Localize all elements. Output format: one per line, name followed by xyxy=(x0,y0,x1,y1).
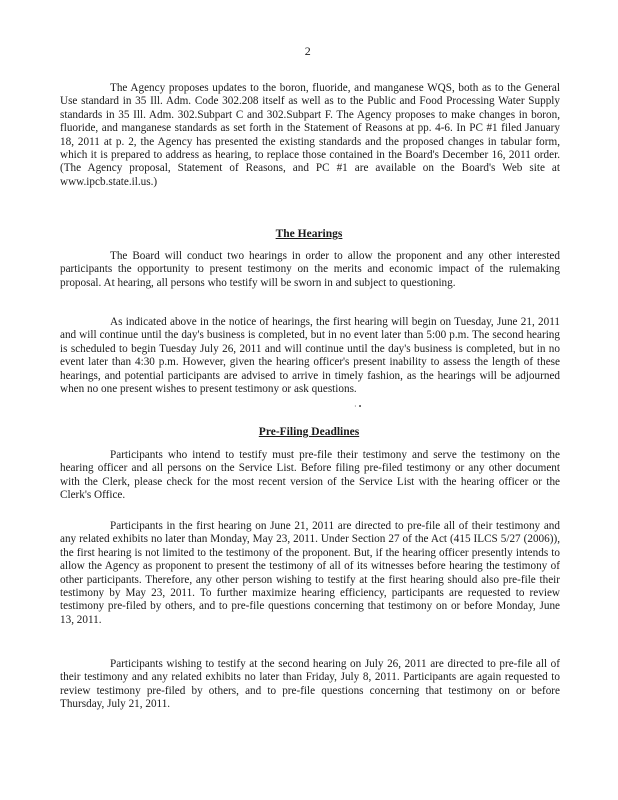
scan-speck: · • xyxy=(354,402,362,411)
paragraph-prefile-testimony: Participants who intend to testify must pre-file their testimony and serve the testimony on the hearing officer and all persons on the Service List. Before filing pre-filed testimony or any other document with the Clerk, please check for the most recent version of the Service List with the hearing officer or the Clerk's Office. xyxy=(60,449,560,502)
heading-pre-filing-deadlines: Pre-Filing Deadlines xyxy=(258,426,360,438)
paragraph-hearing-schedule: As indicated above in the notice of hearings, the first hearing will begin on Tuesday, June 21, 2011 and will continue until the day's business is completed, but in no event later than 5:00 p.m. The second hearing is scheduled to begin Tuesday July 26, 2011 and will continue until the day's business is completed, but in no event later than 4:30 p.m. However, given the hearing officer's present inability to assess the length of these hearings, and potential participants are advised to arrive in timely fashion, as the hearings will be adjourned when no one present wishes to present testimony or ask questions. xyxy=(60,316,560,396)
page-number: 2 xyxy=(304,44,312,58)
paragraph-second-hearing-deadlines: Participants wishing to testify at the second hearing on July 26, 2011 are directed to pre-file all of their testimony and any related exhibits no later than Friday, July 8, 2011. Participants are again requested to review testimony pre-filed by others, and to pre-file questions concerning that testimony on or before Thursday, July 21, 2011. xyxy=(60,658,560,711)
paragraph-agency-proposal: The Agency proposes updates to the boron, fluoride, and manganese WQS, both as to the General Use standard in 35 Ill. Adm. Code 302.208 itself as well as to the Public and Food Processing Water Supply standards in 35 Ill. Adm. 302.Subpart C and 302.Subpart F. The Agency proposes to make changes in boron, fluoride, and manganese standards as set forth in the Statement of Reasons at pp. 4-6. In PC #1 filed January 18, 2011 at p. 2, the Agency has presented the existing standards and the proposed changes in tabular form, which it is prepared to address as hearing, to replace those contained in the Board's December 16, 2011 order. (The Agency proposal, Statement of Reasons, and PC #1 are available on the Board's Web site at www.ipcb.state.il.us.) xyxy=(60,82,560,188)
heading-the-hearings: The Hearings xyxy=(275,228,343,240)
paragraph-first-hearing-deadlines: Participants in the first hearing on June 21, 2011 are directed to pre-file all of their testimony and any related exhibits no later than Monday, May 23, 2011. Under Section 27 of the Act (415 ILCS 5/27 (2006)), the first hearing is not limited to the testimony of the proponent. But, if the hearing officer presently intends to allow the Agency as proponent to present the testimony of all of its witnesses before hearing the testimony of other participants. Therefore, any other person wishing to testify at the first hearing should also pre-file their testimony by May 23, 2011. To further maximize hearing efficiency, participants are requested to review testimony pre-filed by others, and to pre-file questions concerning that testimony on or before Monday, June 13, 2011. xyxy=(60,520,560,626)
paragraph-board-hearings: The Board will conduct two hearings in order to allow the proponent and any other interested participants the opportunity to present testimony on the merits and economic impact of the rulemaking proposal. At hearing, all persons who testify will be sworn in and subject to questioning. xyxy=(60,250,560,289)
